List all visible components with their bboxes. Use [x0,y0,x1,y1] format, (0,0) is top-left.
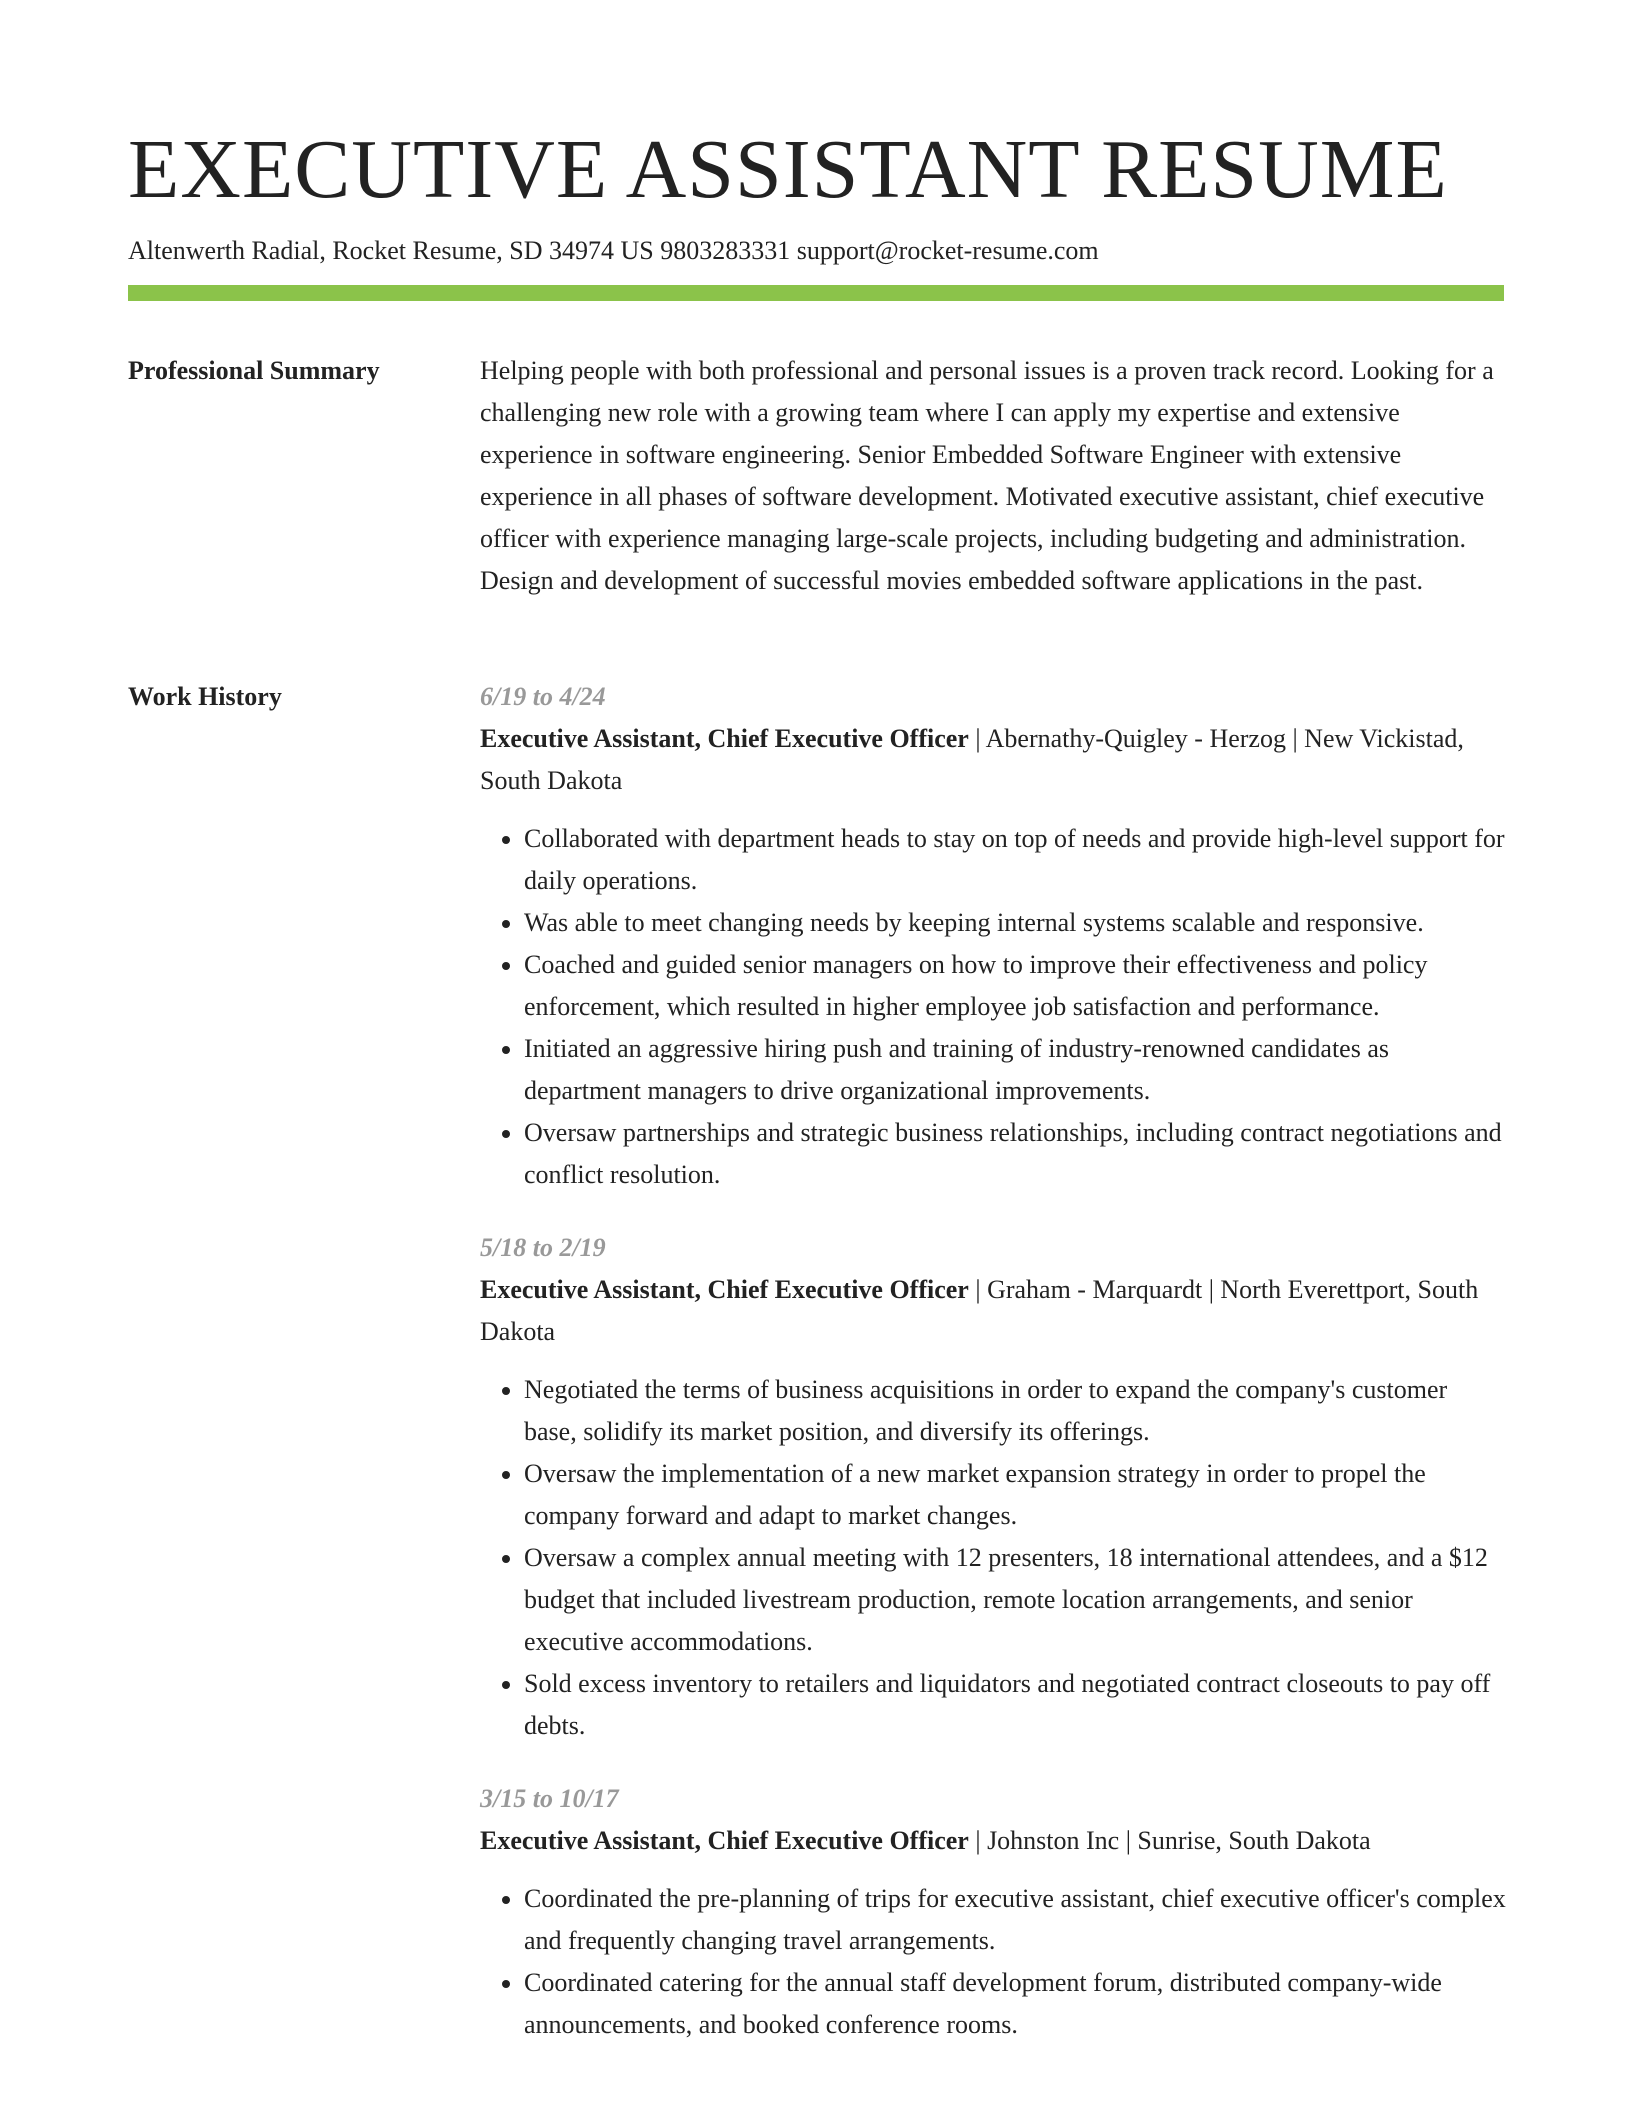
job-bullet: • Sold excess inventory to retailers and liquidators and negotiated contract closeouts to pay off debts. [524,1663,1506,1747]
resume-title: EXECUTIVE ASSISTANT RESUME [128,123,1448,216]
summary-heading: Professional Summary [128,356,380,385]
job-heading [480,718,1506,802]
job-bullet: • Was able to meet changing needs by keeping internal systems scalable and responsive. [524,902,1506,944]
job-details: | Johnston Inc | Sunrise, South Dakota [968,1826,1371,1855]
job-dates: 3/15 to 10/17 [480,1784,619,1813]
job-entry [480,1778,1506,2046]
job-bullet: • Initiated an aggressive hiring push and training of industry-renowned candidates as department managers to drive organizational improvements. [524,1028,1506,1112]
job-entry [480,1227,1506,1747]
job-bullet: • Collaborated with department heads to stay on top of needs and provide high-level support for daily operations. [524,818,1506,902]
summary-text: Helping people with both professional and personal issues is a proven track record. Looking for a challenging new role with a growing team where I can apply my expertise and extensive experience in software engineering. Senior Embedded Software Engineer with extensive experience in all phases of software development. Motivated executive assistant, chief executive officer with experience managing large-scale projects, including budgeting and administration. Design and development of successful movies embedded software applications in the past. [480,356,1494,595]
job-bullet: • Negotiated the terms of business acquisitions in order to expand the company's customer base, solidify its market position, and diversify its offerings. [524,1369,1506,1453]
job-bullets [480,1369,1506,1747]
work-history-heading: Work History [128,682,282,711]
job-entry [480,676,1506,1196]
summary-body [480,350,1506,602]
work-history-body [480,676,1506,2077]
accent-divider [128,285,1504,301]
job-bullet: • Coordinated the pre-planning of trips for executive assistant, chief executive officer's complex and frequently changing travel arrangements. [524,1878,1506,1962]
job-bullet: • Oversaw the implementation of a new market expansion strategy in order to propel the company forward and adapt to market changes. [524,1453,1506,1537]
job-heading [480,1820,1506,1862]
job-bullet: • Oversaw a complex annual meeting with 12 presenters, 18 international attendees, and a $12 budget that included livestream production, remote location arrangements, and senior executive accommodations. [524,1537,1506,1663]
job-bullet: • Coordinated catering for the annual staff development forum, distributed company-wide announcements, and booked conference rooms. [524,1962,1506,2046]
job-bullets [480,1878,1506,2046]
job-bullet: • Coached and guided senior managers on how to improve their effectiveness and policy enforcement, which resulted in higher employee job satisfaction and performance. [524,944,1506,1028]
job-bullets [480,818,1506,1196]
resume-header [128,118,1504,268]
job-title: Executive Assistant, Chief Executive Officer [480,1275,969,1304]
job-dates: 5/18 to 2/19 [480,1233,606,1262]
job-heading [480,1269,1506,1353]
job-details: | Graham - Marquardt | North Everettport, South Dakota [480,1275,1479,1346]
job-dates: 6/19 to 4/24 [480,682,606,711]
job-title: Executive Assistant, Chief Executive Officer [480,724,969,753]
contact-line: Altenwerth Radial, Rocket Resume, SD 34974 US 9803283331 support@rocket-resume.com [128,236,1099,265]
job-bullet: • Oversaw partnerships and strategic business relationships, including contract negotiations and conflict resolution. [524,1112,1506,1196]
job-title: Executive Assistant, Chief Executive Officer [480,1826,969,1855]
job-details: | Abernathy-Quigley - Herzog | New Vickistad, South Dakota [480,724,1464,795]
